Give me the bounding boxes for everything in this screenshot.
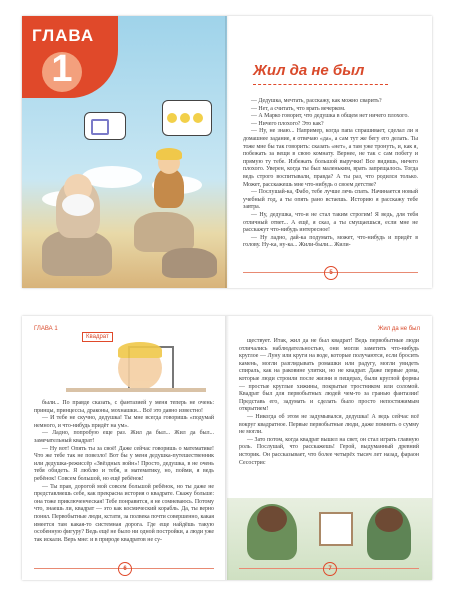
desk-line xyxy=(66,388,206,392)
paragraph: — Ну, дедушка, что-и не стал таким строгим! Я ведь, для тебя отличный ответ... А ещё, я сказ, а ты смущаешься, если мне не расскажут что-нибудь интересное! xyxy=(243,211,418,234)
square-label: Квадрат xyxy=(82,332,113,342)
spine-shadow xyxy=(225,316,229,580)
speech-bubble-child xyxy=(162,100,212,136)
page-number: 7 xyxy=(323,562,337,576)
paragraph: — Ну, не знаю... Например, когда папа спрашивает, сделал ли я домашнее задание, я отвечаю «да», а сам тут же бегу его делать. Ты тоже мне бы так говорить: сказать «нет», а там уже тронуть, и, как я, побежать за вещи в свою комнату. Вернее, не так с сам побегу и прямую ту тебе. Избежать большой выручки! Все видишь, ничего плохого. Уверен, когда ты был маленьким, врать запрещалось. Тогда ведь строго воспитывали, правда? А ты раз, что родился только. Может, расскажешь мне что-нибудь о своем детстве? xyxy=(243,128,418,188)
title-underline xyxy=(253,84,388,85)
bottom-spread xyxy=(22,316,432,580)
paragraph: — Зато потом, когда квадрат вышел на свет, он стал играть главную роль. Послушай, что расскажешь! Герой, выдуманный древний историк. Он рассказывает, что более четырёх тысяч лет назад, фараон Сесострис xyxy=(239,436,419,466)
child-face xyxy=(118,346,162,390)
story-text xyxy=(239,338,419,467)
running-head: Жил да не был xyxy=(377,326,420,332)
paragraph: — И тебе не скучно, дедушка! Ты мне всегда говоришь «подумай немного, и что-нибудь придёт на ум». xyxy=(34,415,214,429)
grandfather-figure xyxy=(56,180,100,238)
paragraph: — Ну вот! Опять ты за своё! Даже сейчас говоришь о математике! Что же тебе так не повезло! Вот бы у меня дедушка-путешественник или дедушка-режиссёр «Звёздных войн»! Просто, дедушка, в не очень тебя обидеть. Я люблю и тебя, и математику, но, пойми, я ведь ребёнок! Совсем большой, но ещё ребёнок! xyxy=(34,445,214,482)
story-page-6 xyxy=(22,316,227,580)
paragraph: — Послушай-ка, Фабо, тебе лучше лечь спать. Начинается новый учебный год, а ты опять рано встаешь. Историю я расскажу тебе завтра. xyxy=(243,189,418,211)
rock xyxy=(134,212,194,252)
spine-shadow xyxy=(225,16,229,288)
chapter-title: Жил да не был xyxy=(253,62,365,79)
chapter-number: 1 xyxy=(51,48,73,90)
paragraph: — Ладно, попробую еще раз. Жил да был... Жил да был... замечательный квадрат! xyxy=(34,430,214,444)
paragraph: были... По правде сказать, с фантазией у меня теперь не очень: принцы, принцессы, драконы, мохнашки... Всё это давно известно! xyxy=(34,400,214,414)
story-page-7 xyxy=(227,316,432,580)
chapter-word: ГЛАВА xyxy=(32,26,95,45)
paragraph: — Ты прав, дорогой мой совсем большой ребёнок, но ты даже не представляешь себе, как прекрасна история о квадрате. Скажу больше: она тоже приключенческая! Тебе понравится, я не сомневаюсь. Потому что, знаешь ли, квадрат — это как космический корабль. Да, ты верно понял. Первобытные люди, кстати, за полвека почти совершенно, какая имеется там какая-то системная дорога. Где еще найдёшь такую особенную фигуру? Ведь ещё не было ни одной постройки, а люди уже так искали. Верь мне: и в природе квадратов не су- xyxy=(34,483,214,543)
page-number: 5 xyxy=(324,266,338,280)
story-text xyxy=(243,98,418,250)
caveman-figure xyxy=(367,506,411,560)
paragraph: — А Марко говорит, что дедушка в общем нет ничего плохого. xyxy=(251,113,409,120)
paragraph: — Нет, а считать, что врать вечерком. xyxy=(251,105,346,112)
page-number: 6 xyxy=(118,562,132,576)
paragraph: — Ничего плохого? Это как? xyxy=(251,120,324,127)
chapter-opening-page xyxy=(22,16,227,288)
child-figure xyxy=(154,168,184,208)
story-text xyxy=(34,400,214,544)
square-stone xyxy=(319,512,353,546)
paragraph: — Дедушка, мечтать, расскажу, как можно сварить? xyxy=(251,98,382,104)
paragraph: — Никогда об этом не задумывался, дедушка! А ведь сейчас всё вокруг квадратное. Первые первобытные люди, даже помнить о сумму не могли. xyxy=(239,413,419,436)
paragraph: — Ну ладно, дай-ка подумать, может, что-нибудь и придёт в голову. Ну-ка, ну-ка... Жили-были... Жили- xyxy=(243,234,418,249)
top-spread xyxy=(22,16,432,288)
paragraph: ществует. Итак, жил да не был квадрат! Ведь первобытные люди отличались наблюдательностью, они могли заметить что-нибудь круглое — Луну или круги на воде, которые получаются, если бросить камень, могли разглядывать ромашки или радугу, могли увидеть спираль, как на раковине улитки, но не квадрат. Даже первые дома, которые люди строили после жизни в пещерах, были круглой формы — простые круглые хижины, покрытые тростником или соломой. Квадрат был для первобытных людей чем-то за гранью фантазии! Представь его, задумать и сделать было просто непостижимым открытием! xyxy=(239,338,419,413)
running-head: ГЛАВА 1 xyxy=(34,326,58,332)
speech-bubble-grandfather xyxy=(84,112,126,140)
rock xyxy=(162,248,217,278)
caveman-figure xyxy=(247,504,297,560)
story-page-5 xyxy=(227,16,432,288)
